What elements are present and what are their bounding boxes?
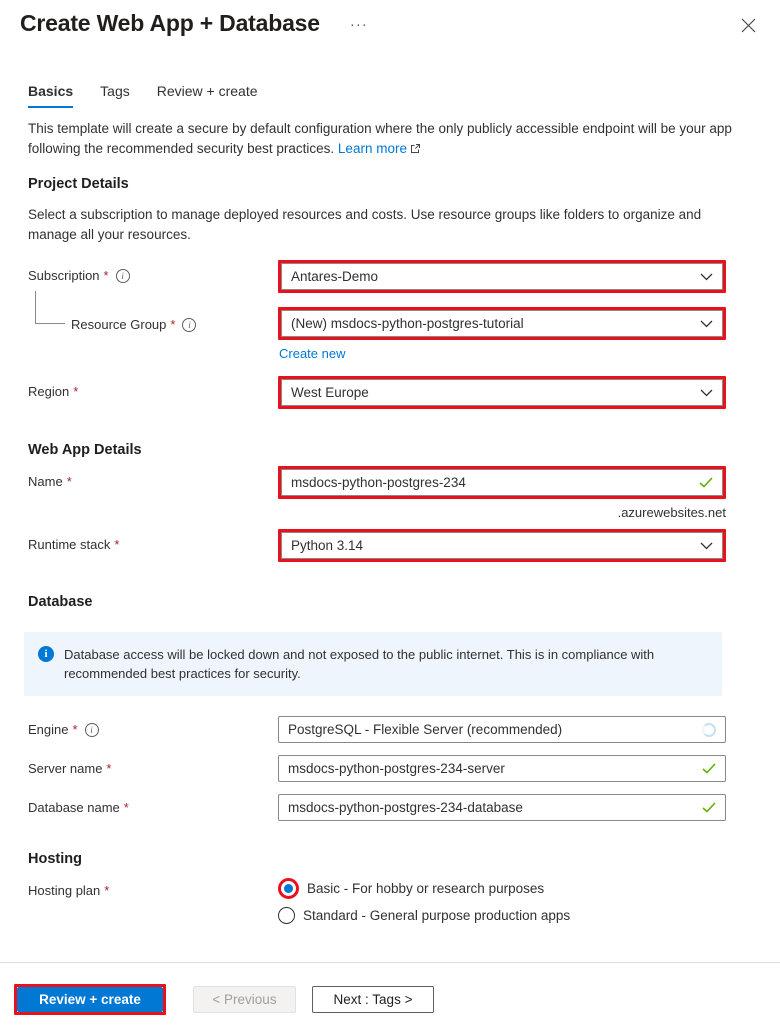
- hosting-heading: Hosting: [28, 851, 82, 867]
- valid-check-icon: [699, 477, 713, 488]
- hosting-plan-label: Hosting plan *: [28, 883, 110, 898]
- region-dropdown[interactable]: West Europe: [281, 379, 723, 406]
- wizard-tabs: [28, 83, 752, 108]
- region-label: Region *: [28, 384, 79, 399]
- loading-spinner-icon: [702, 723, 716, 737]
- more-options-icon[interactable]: ···: [349, 16, 368, 33]
- next-tags-button[interactable]: Next : Tags >: [312, 986, 434, 1013]
- external-link-icon: [410, 143, 421, 154]
- annotation-highlight: [278, 466, 726, 499]
- info-banner: [24, 632, 722, 696]
- server-name-label: Server name *: [28, 761, 112, 776]
- review-create-button[interactable]: Review + create: [17, 987, 163, 1012]
- radio-unselected-icon: [278, 907, 295, 924]
- project-details-description: Select a subscription to manage deployed resources and costs. Use resource groups like folders to organize and manage all your resources.: [28, 207, 702, 242]
- database-name-label: Database name *: [28, 800, 129, 815]
- region-row: [28, 376, 748, 409]
- annotation-highlight: [278, 260, 726, 293]
- tab-tags[interactable]: Tags: [100, 83, 130, 99]
- chevron-down-icon: [700, 273, 713, 281]
- subscription-row: [28, 260, 748, 293]
- annotation-highlight: [14, 984, 166, 1015]
- chevron-down-icon: [700, 320, 713, 328]
- engine-label: Engine * i: [28, 716, 278, 737]
- tab-review-create[interactable]: Review + create: [156, 83, 258, 99]
- resource-group-dropdown[interactable]: (New) msdocs-python-postgres-tutorial: [281, 310, 723, 337]
- engine-dropdown[interactable]: PostgreSQL - Flexible Server (recommended): [278, 716, 726, 743]
- valid-check-icon: [702, 802, 716, 813]
- info-filled-icon: i: [38, 646, 54, 662]
- radio-option-basic[interactable]: Basic - For hobby or research purposes: [278, 878, 726, 899]
- web-app-details-heading: Web App Details: [28, 442, 142, 458]
- annotation-highlight: [278, 307, 726, 340]
- chevron-down-icon: [700, 542, 713, 550]
- name-row: [28, 466, 748, 520]
- create-new-link[interactable]: Create new: [279, 346, 346, 361]
- subscription-label: Subscription * i: [28, 260, 278, 283]
- page-title: Create Web App + Database: [20, 10, 320, 36]
- hosting-plan-row: [28, 875, 748, 924]
- database-name-input[interactable]: msdocs-python-postgres-234-database: [278, 794, 726, 821]
- runtime-stack-dropdown[interactable]: Python 3.14: [281, 532, 723, 559]
- database-name-row: [28, 794, 748, 821]
- info-banner-text: Database access will be locked down and not exposed to the public internet. This is in compliance with recommended best practices for security.: [64, 647, 655, 681]
- project-details-heading: Project Details: [28, 176, 129, 192]
- chevron-down-icon: [700, 389, 713, 397]
- server-name-input[interactable]: msdocs-python-postgres-234-server: [278, 755, 726, 782]
- runtime-stack-row: [28, 529, 748, 562]
- name-label: Name *: [28, 474, 72, 489]
- database-heading: Database: [28, 594, 93, 610]
- subscription-dropdown[interactable]: Antares-Demo: [281, 263, 723, 290]
- radio-option-standard[interactable]: Standard - General purpose production apps: [278, 907, 726, 924]
- info-icon[interactable]: i: [116, 269, 130, 283]
- server-name-row: [28, 755, 748, 782]
- name-input[interactable]: msdocs-python-postgres-234: [281, 469, 723, 496]
- close-icon[interactable]: [737, 14, 760, 37]
- runtime-stack-label: Runtime stack *: [28, 537, 120, 552]
- resource-group-label: Resource Group * i: [28, 307, 278, 332]
- valid-check-icon: [702, 763, 716, 774]
- info-icon[interactable]: i: [182, 318, 196, 332]
- hosting-plan-options: [278, 875, 726, 924]
- engine-row: [28, 716, 748, 743]
- learn-more-link[interactable]: Learn more: [337, 141, 407, 156]
- previous-button: < Previous: [193, 986, 296, 1013]
- annotation-highlight: [278, 529, 726, 562]
- domain-suffix: .azurewebsites.net: [617, 505, 726, 520]
- wizard-footer: [0, 962, 780, 1015]
- radio-selected-icon: [278, 878, 299, 899]
- tree-connector: [35, 291, 65, 324]
- dialog-header: [0, 0, 780, 37]
- info-icon[interactable]: i: [85, 723, 99, 737]
- annotation-highlight: [278, 376, 726, 409]
- resource-group-row: [28, 307, 748, 363]
- tab-basics[interactable]: Basics: [28, 83, 73, 108]
- intro-text: This template will create a secure by default configuration where the only publicly accessible endpoint will be your app following the recommended security best practices. Learn more: [28, 121, 732, 156]
